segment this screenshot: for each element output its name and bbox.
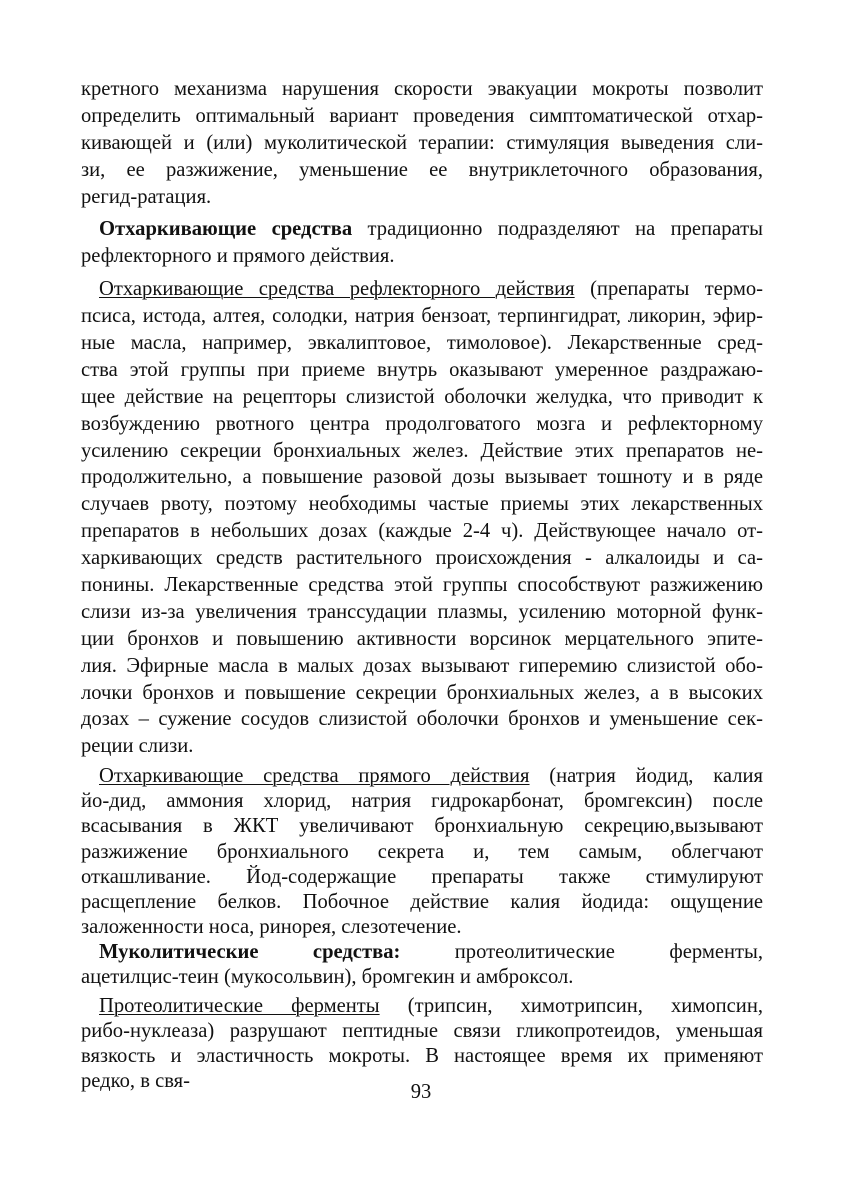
text-line: откашливание. Йод-содержащие препараты также стимулируют bbox=[81, 865, 763, 888]
term-mucolytics: Муколитические средства: bbox=[99, 940, 401, 963]
text-line: лия. Эфирные масла в малых дозах вызывают гиперемию слизистой обо- bbox=[81, 654, 763, 677]
text-line: Протеолитические ферменты (трипсин, химотрипсин, химопсин, bbox=[99, 995, 763, 1018]
text-line: псиса, истода, алтея, солодки, натрия бензоат, терпингидрат, ликорин, эфир- bbox=[81, 305, 763, 328]
document-page bbox=[81, 76, 763, 1094]
text-line: щее действие на рецепторы слизистой оболочки желудка, что приводит к bbox=[81, 385, 763, 408]
text-line: Отхаркивающие средства традиционно подразделяют на препараты bbox=[99, 218, 763, 241]
text-line: кретного механизма нарушения скорости эвакуации мокроты позволит bbox=[81, 78, 763, 100]
text-line: случаев рвоту, поэтому необходимы частые приемы этих лекарственных bbox=[81, 493, 763, 516]
text-line: понины. Лекарственные средства этой группы способствуют разжижению bbox=[81, 574, 763, 597]
text-line: редко, в свя- bbox=[81, 1070, 190, 1093]
text-line: Муколитические средства: протеолитические ферменты, bbox=[99, 940, 763, 963]
text-line: вязкость и эластичность мокроты. В настоящее время их применяют bbox=[81, 1045, 763, 1068]
text-line: усилению секреции бронхиальных желез. Действие этих препаратов не- bbox=[81, 439, 763, 462]
text-line: регид-ратация. bbox=[81, 185, 212, 208]
text-line: продолжительно, а повышение разовой дозы вызывает тошноту и в ряде bbox=[81, 466, 763, 489]
text-line: зи, ее разжижение, уменьшение ее внутриклеточного образования, bbox=[81, 158, 763, 181]
text-line: ацетилцис-теин (мукосольвин), бромгекин и амброксол. bbox=[81, 966, 574, 989]
text-line: разжижение бронхиального секрета и, тем самым, облегчают bbox=[81, 840, 763, 863]
text-line: реции слизи. bbox=[81, 735, 194, 758]
text-line: расщепление белков. Побочное действие калия йодида: ощущение bbox=[81, 890, 763, 913]
text-line: препаратов в небольших дозах (каждые 2-4 ч). Действующее начало от- bbox=[81, 520, 763, 543]
term-expectorants: Отхаркивающие средства bbox=[99, 218, 353, 241]
text-line: ции бронхов и повышению активности ворсинок мерцательного эпите- bbox=[81, 627, 763, 650]
paragraph-intro bbox=[81, 76, 763, 210]
paragraph-direct-expectorants bbox=[81, 764, 763, 940]
term-proteolytic-enzymes: Протеолитические ферменты bbox=[99, 995, 380, 1018]
text-line: лочки бронхов и повышение секреции бронхиальных желез, а в высоких bbox=[81, 681, 763, 704]
paragraph-expectorants bbox=[81, 216, 763, 270]
text-line: Отхаркивающие средства прямого действия (натрия йодид, калия bbox=[99, 765, 763, 788]
paragraph-mucolytics bbox=[81, 940, 763, 990]
text-line: рибо-нуклеаза) разрушают пептидные связи гликопротеидов, уменьшая bbox=[81, 1020, 763, 1043]
text-line: определить оптимальный вариант проведения симптоматической отхар- bbox=[81, 104, 763, 127]
text-line: рефлекторного и прямого действия. bbox=[81, 245, 395, 268]
text-line: ства этой группы при приеме внутрь оказывают умеренное раздражаю- bbox=[81, 358, 763, 381]
text-line: ные масла, например, эвкалиптовое, тимоловое). Лекарственные сред- bbox=[81, 332, 763, 355]
paragraph-reflex-expectorants bbox=[81, 276, 763, 760]
text-line: всасывания в ЖКТ увеличивают бронхиальную секрецию,вызывают bbox=[81, 815, 763, 838]
text-line: заложенности носа, ринорея, слезотечение. bbox=[81, 915, 462, 938]
text-line: кивающей и (или) муколитической терапии: стимуляция выведения сли- bbox=[81, 131, 763, 154]
term-reflex-expectorants: Отхаркивающие средства рефлекторного действия bbox=[99, 278, 575, 301]
text-line: слизи из-за увеличения транссудации плазмы, усилению моторной функ- bbox=[81, 600, 763, 623]
text-line: Отхаркивающие средства рефлекторного действия (препараты термо- bbox=[99, 278, 764, 301]
text-line: йо-дид, аммония хлорид, натрия гидрокарбонат, бромгексин) после bbox=[81, 790, 763, 813]
text-line: возбуждению рвотного центра продолговатого мозга и рефлекторному bbox=[81, 412, 763, 435]
term-direct-expectorants: Отхаркивающие средства прямого действия bbox=[99, 765, 530, 788]
text-line: дозах – сужение сосудов слизистой оболочки бронхов и уменьшение сек- bbox=[81, 708, 763, 731]
page-number: 93 bbox=[410, 1081, 432, 1103]
text-line: харкивающих средств растительного происхождения - алкалоиды и са- bbox=[81, 547, 763, 570]
